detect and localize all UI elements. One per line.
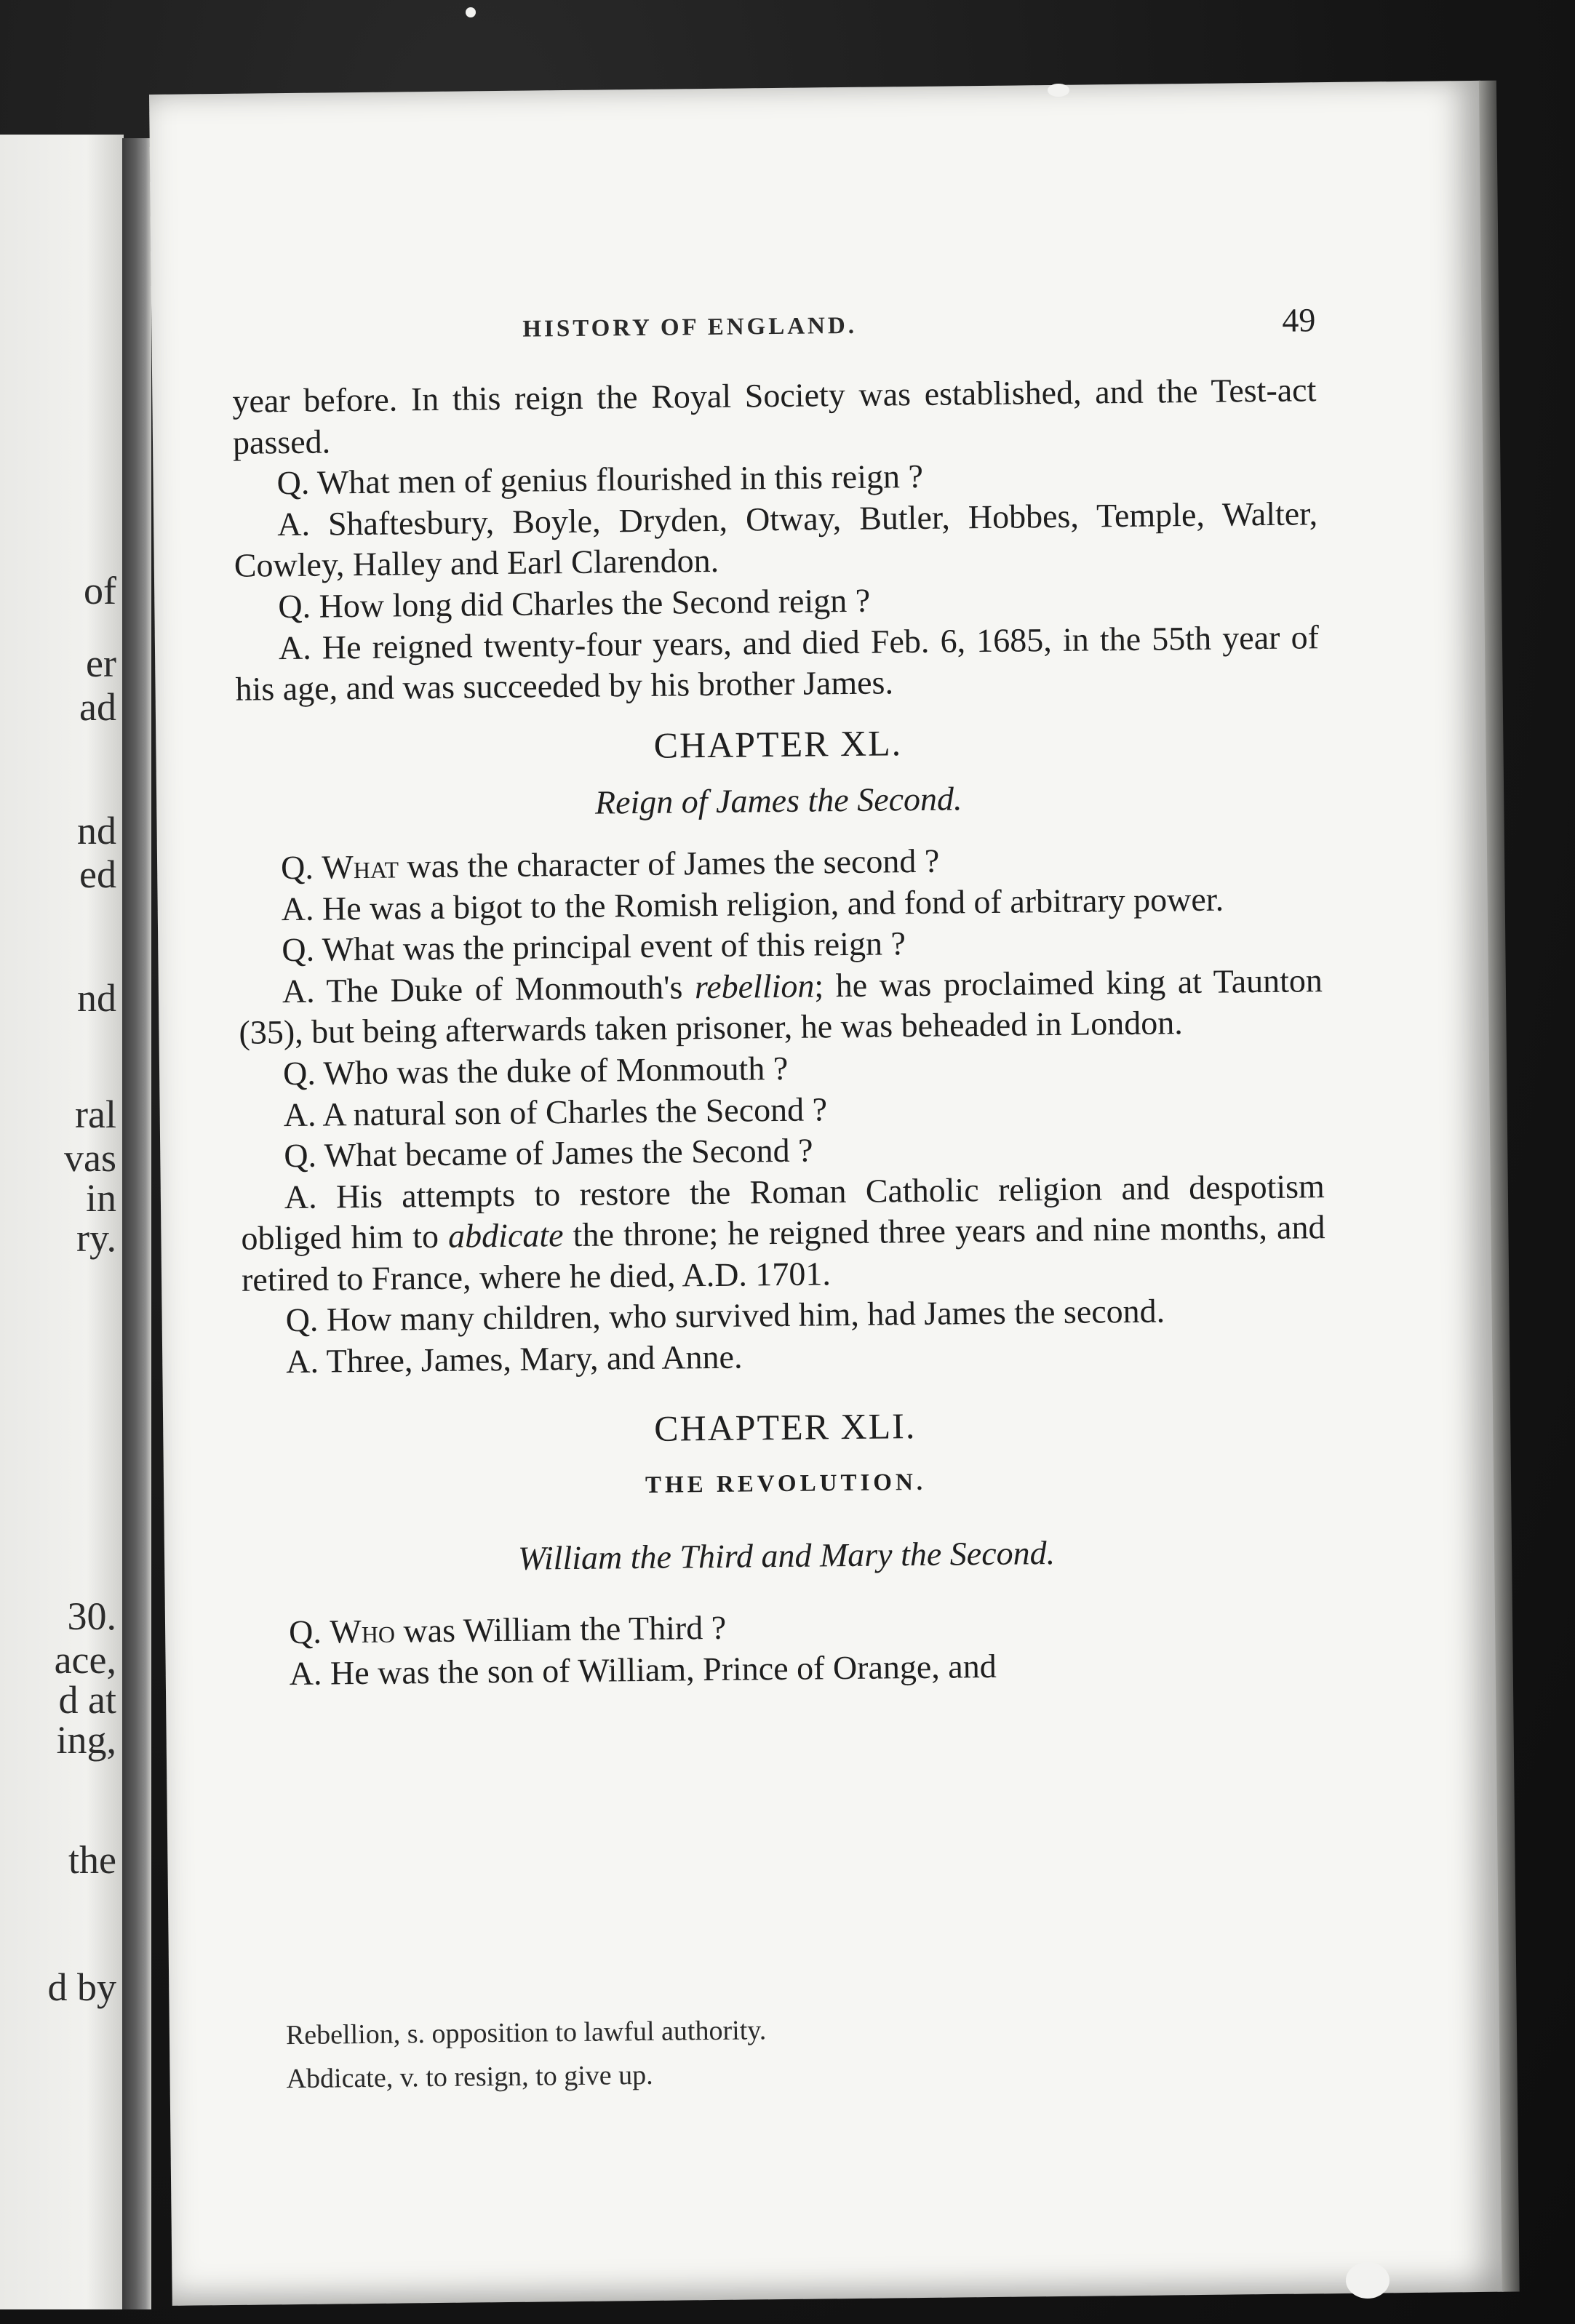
left-fragment: in: [85, 1176, 116, 1220]
page-body: [232, 370, 1330, 1695]
answer-rest: ; he was proclaimed king at Taunton (35), but being afterwards taken prisoner, he was beheaded in London.: [239, 961, 1323, 1052]
left-fragment: ed: [79, 852, 116, 896]
answer: A. He reigned twenty-four years, and died Feb. 6, 1685, in the 55th year of his age, and was succeeded by his brother James.: [235, 618, 1320, 708]
glossed-word: rebellion: [694, 967, 815, 1005]
answer: [239, 960, 1323, 1054]
question-prefix: Q.: [280, 848, 314, 887]
left-fragment: vas: [64, 1136, 116, 1180]
answer-prefix: A. His attempts to restore the Roman Catholic religion and despotism obliged him to: [241, 1167, 1325, 1258]
question: Q. How many children, who survived him, had James the second.: [285, 1292, 1165, 1339]
scan-speck: [466, 7, 476, 17]
scan-speck: [1048, 84, 1069, 97]
footnote: Rebellion, s. opposition to lawful authority.: [285, 2015, 767, 2051]
left-fragment: d at: [58, 1678, 116, 1722]
answer: [241, 1166, 1326, 1301]
left-fragment: ry.: [76, 1216, 116, 1260]
left-fragment: of: [84, 569, 116, 612]
answer-rest: the throne; he reigned three years and nine months, and retired to France, where he died, A.D. 1701.: [241, 1208, 1325, 1298]
left-fragment: nd: [77, 809, 116, 852]
left-fragment: ace,: [54, 1638, 116, 1682]
footnotes: [286, 2003, 1305, 2101]
question: Q. How long did Charles the Second reign ?: [278, 581, 871, 626]
left-fragment: 30.: [67, 1594, 116, 1638]
question: Q. What men of genius flourished in this reign ?: [276, 458, 924, 502]
running-title: HISTORY OF ENGLAND.: [522, 312, 858, 343]
left-fragment: ing,: [56, 1718, 116, 1762]
paragraph: year before. In this reign the Royal Society was established, and the Test-act passed.: [232, 371, 1317, 461]
chapter-subtitle: Reign of James the Second.: [594, 780, 962, 821]
question-lead-word: Who: [330, 1613, 396, 1650]
scan-speck: [1346, 2262, 1389, 2299]
previous-page-edge: [0, 135, 124, 2309]
left-fragment: ral: [75, 1093, 116, 1136]
answer: A. Shaftesbury, Boyle, Dryden, Otway, Butler, Hobbes, Temple, Walter, Cowley, Halley and Earl Clarendon.: [234, 494, 1318, 585]
chapter-subtitle: William the Third and Mary the Second.: [517, 1533, 1056, 1577]
question: Q. What became of James the Second ?: [284, 1131, 813, 1175]
book-gutter: [122, 138, 151, 2309]
answer: A. A natural son of Charles the Second ?: [283, 1090, 828, 1133]
question-prefix: Q.: [288, 1613, 322, 1651]
left-fragment: d by: [47, 1965, 116, 2009]
section-heading: THE REVOLUTION.: [645, 1469, 927, 1499]
book-page: [149, 81, 1504, 2306]
question: Q. What was the principal event of this reign ?: [282, 925, 906, 969]
question: Q. Who was the duke of Monmouth ?: [282, 1049, 789, 1093]
chapter-heading: CHAPTER XLI.: [653, 1405, 917, 1449]
answer: A. He was the son of William, Prince of Orange, and: [289, 1647, 997, 1693]
footnote: Abdicate, v. to resign, to give up.: [286, 2059, 653, 2095]
left-fragment: ad: [79, 685, 116, 729]
answer-prefix: A. The Duke of Monmouth's: [282, 968, 683, 1010]
chapter-heading: CHAPTER XL.: [653, 722, 903, 766]
answer: A. Three, James, Mary, and Anne.: [285, 1338, 743, 1381]
answer: A. He was a bigot to the Romish religion, and fond of arbitrary power.: [281, 880, 1224, 927]
left-fragment: the: [68, 1838, 116, 1882]
question-lead-word: What: [322, 847, 399, 886]
page-number: 49: [1282, 301, 1316, 339]
question-rest: was William the Third ?: [403, 1609, 727, 1650]
running-head: [231, 300, 1316, 356]
glossed-word: abdicate: [447, 1216, 564, 1255]
left-fragment: er: [86, 642, 116, 685]
left-fragment: nd: [77, 976, 116, 1020]
question-rest: was the character of James the second ?: [407, 842, 940, 885]
